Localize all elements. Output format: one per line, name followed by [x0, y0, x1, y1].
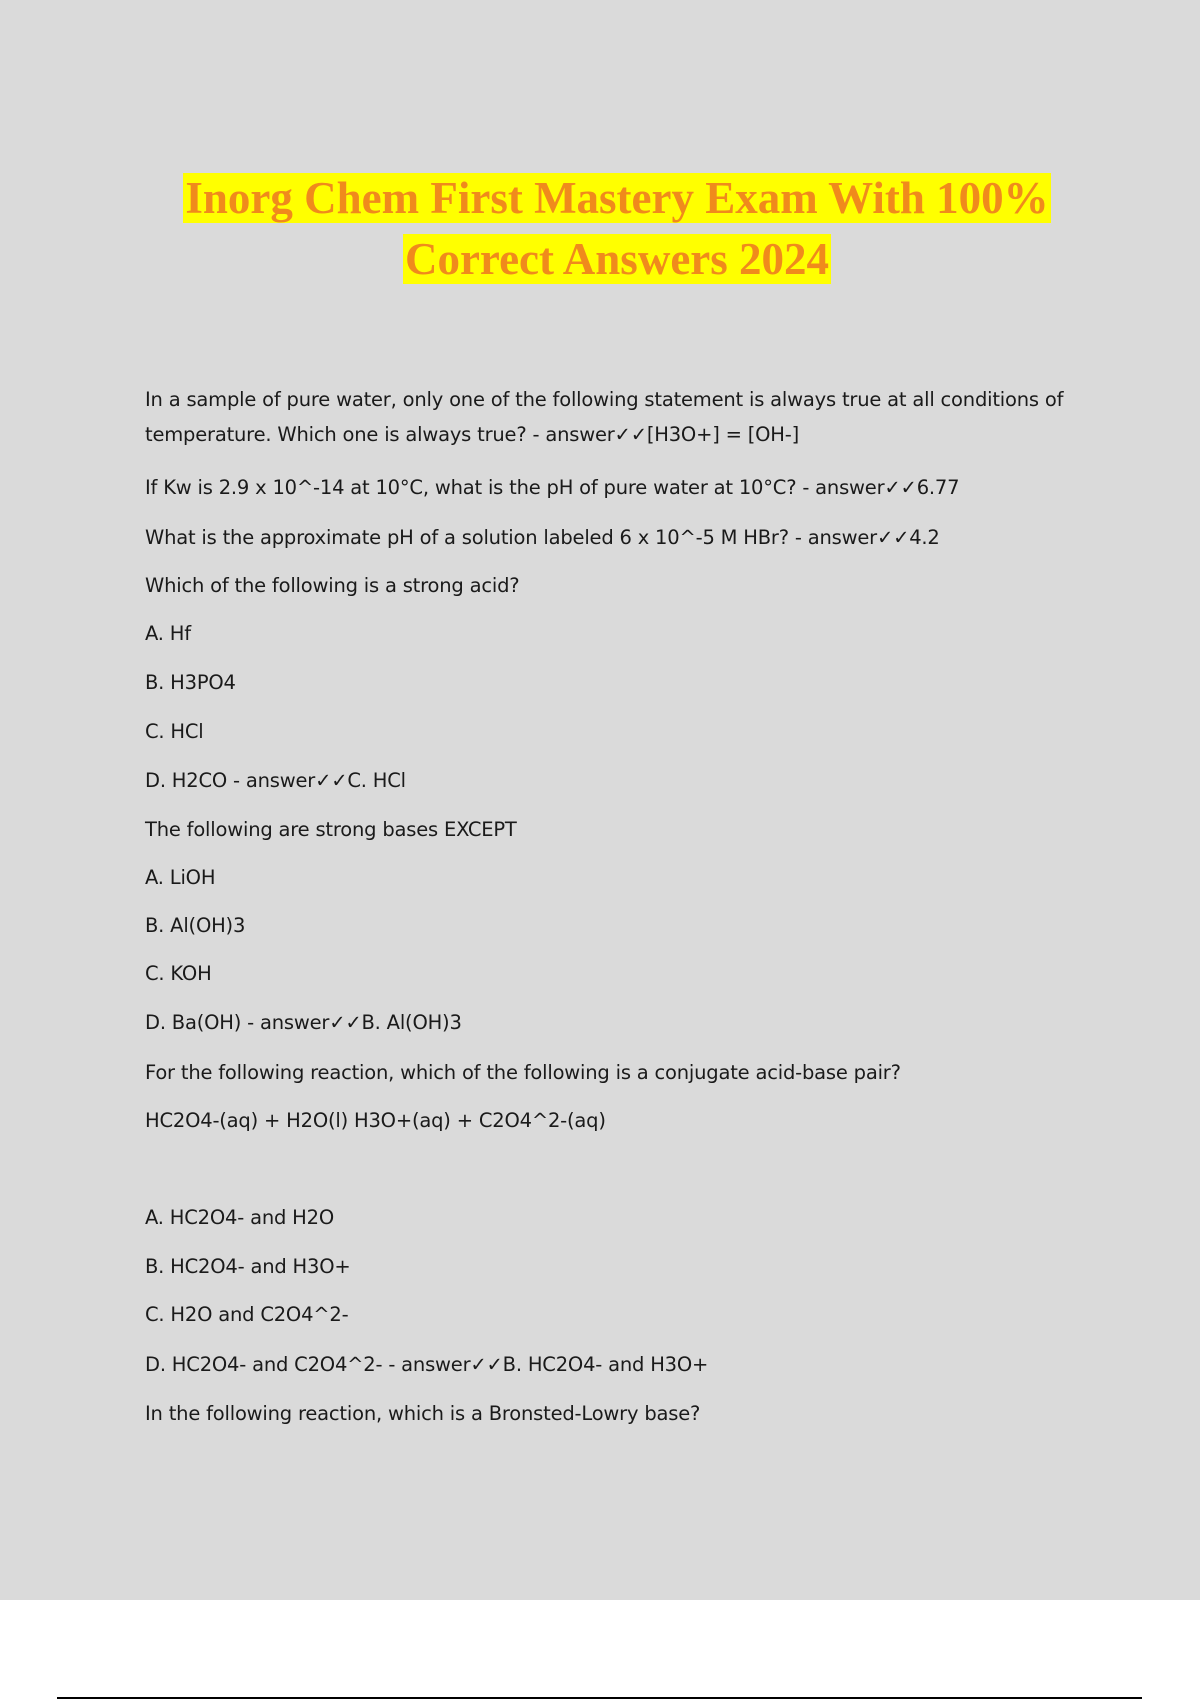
footer-divider	[57, 1697, 1142, 1699]
answer-option: A. Hf	[145, 622, 191, 645]
question-line: In a sample of pure water, only one of the following statement is always true at all conditions of	[145, 388, 1064, 411]
question-line: temperature. Which one is always true? - answer✓✓[H3O+] = [OH-]	[145, 423, 800, 446]
title-line-1: Inorg Chem First Mastery Exam With 100%	[185, 173, 1049, 223]
title-line-2: Correct Answers 2024	[404, 234, 830, 284]
answer-option: A. HC2O4- and H2O	[145, 1206, 334, 1229]
answer-option: D. H2CO - answer✓✓C. HCl	[145, 769, 406, 792]
question-line: What is the approximate pH of a solution labeled 6 x 10^-5 M HBr? - answer✓✓4.2	[145, 526, 940, 549]
answer-option: C. HCl	[145, 720, 204, 743]
question-line: Which of the following is a strong acid?	[145, 574, 520, 597]
answer-option: B. H3PO4	[145, 671, 236, 694]
question-line: If Kw is 2.9 x 10^-14 at 10°C, what is the pH of pure water at 10°C? - answer✓✓6.77	[145, 476, 960, 499]
answer-option: B. HC2O4- and H3O+	[145, 1255, 351, 1278]
reaction-equation: HC2O4-(aq) + H2O(l) H3O+(aq) + C2O4^2-(aq)	[145, 1109, 606, 1132]
answer-option: C. KOH	[145, 962, 212, 985]
answer-option: B. Al(OH)3	[145, 914, 246, 937]
document-title	[0, 168, 1200, 290]
question-line: For the following reaction, which of the following is a conjugate acid-base pair?	[145, 1061, 901, 1084]
question-line: In the following reaction, which is a Bronsted-Lowry base?	[145, 1402, 701, 1425]
answer-option: C. H2O and C2O4^2-	[145, 1303, 349, 1326]
answer-option: A. LiOH	[145, 866, 216, 889]
question-line: The following are strong bases EXCEPT	[145, 818, 517, 841]
answer-option: D. HC2O4- and C2O4^2- - answer✓✓B. HC2O4- and H3O+	[145, 1353, 709, 1376]
answer-option: D. Ba(OH) - answer✓✓B. Al(OH)3	[145, 1011, 462, 1034]
